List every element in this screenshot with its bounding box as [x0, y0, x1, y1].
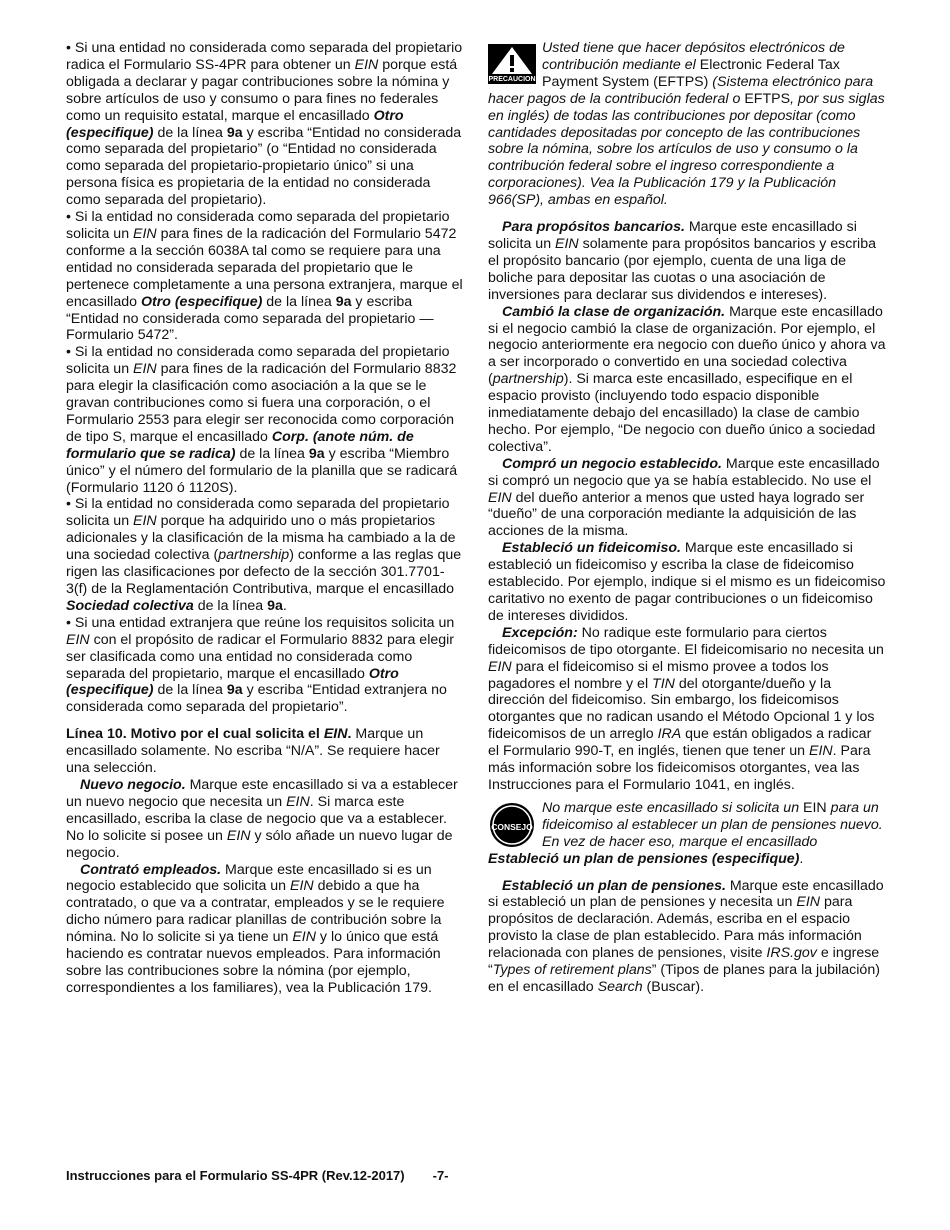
bullet-paragraph: • Si la entidad no considerada como separada del propietario solicita un EIN porque ha adquirido uno o más propietarios adicionales y la clasificación de la misma ha cambiado a la de una sociedad colectiva (partnership) conforme a las reglas que rigen las clasificaciones por defecto de la sección 301.7701-3(f) de la Reglamentación Contributiva, marque el encasillado Sociedad colectiva de la línea 9a. — [66, 496, 462, 614]
tip-text: No marque este encasillado si solicita un EIN para un fideicomiso al establecer un plan de pensiones nuevo. En vez de hacer eso, marque el encasillado Estableció un plan de pensiones (especifique). — [488, 799, 883, 867]
nuevo-negocio-paragraph: Nuevo negocio. Marque este encasillado si va a establecer un nuevo negocio que necesita un EIN. Si marca este encasillado, escriba la clase de negocio que va a establecer. No lo solicite si posee un EIN y sólo añade un nuevo lugar de negocio. — [66, 776, 458, 861]
tip-icon — [488, 802, 536, 848]
caution-label: PRECAUCION — [488, 76, 536, 83]
footer-title: Instrucciones para el Formulario SS-4PR (Rev.12-2017) — [66, 1168, 405, 1183]
bullet-paragraph: • Si la entidad no considerada como separada del propietario solicita un EIN para fines de la radicación del Formulario 5472 conforme a la sección 6038A tal como se requiere para una entidad no considerada separada del propietario que le pertenece completamente a una persona extranjera, marque el encasillado Otro (especifique) de la línea 9a y escriba “Entidad no considerada como separada del propietario —Formulario 5472”. — [66, 209, 463, 344]
caution-icon — [488, 44, 536, 84]
linea-10-paragraph: Línea 10. Motivo por el cual solicita el EIN. Marque un encasillado solamente. No escriba “N/A”. Se requiere hacer una selección. — [66, 726, 440, 777]
compro-negocio-paragraph: Compró un negocio establecido. Marque este encasillado si compró un negocio que ya se había establecido. No use el EIN del dueño anterior a menos que usted haya logrado ser “dueño” de una corporación mediante la adquisición de las acciones de la misma. — [488, 455, 880, 540]
caution-note — [488, 40, 886, 209]
page-footer — [66, 1168, 449, 1183]
left-column — [66, 40, 464, 997]
excepcion-paragraph: Excepción: No radique este formulario para ciertos fideicomisos de tipo otorgante. El fideicomisario no necesita un EIN para el fideicomiso si el mismo provee a todos los pagadores el nombre y el TIN del otorgante/dueño y la dirección del fideicomiso. Sin embargo, los fideicomisos otorgantes que no radican usando el Método Opcional 1 y los fideicomisos de un arreglo IRA que están obligados a radicar el Formulario 990-T, en inglés, tienen que tener un EIN. Para más información sobre los fideicomisos otorgantes, vea las Instrucciones para el Formulario 1041, en inglés. — [488, 624, 884, 793]
tip-note — [488, 800, 886, 868]
section-heading: Línea 10. Motivo por el cual solicita el EIN. — [66, 726, 352, 743]
bullet-paragraph: • Si una entidad extranjera que reúne los requisitos solicita un EIN con el propósito de radicar el Formulario 8832 para elegir ser clasificada como una entidad no considerada como separada del propietario, marque el encasillado Otro (especifique) de la línea 9a y escriba “Entidad extranjera no considerada como separada del propietario”. — [66, 614, 455, 716]
bancarios-paragraph: Para propósitos bancarios. Marque este encasillado si solicita un EIN solamente para propósitos bancarios y escriba el propósito bancario (por ejemplo, cuenta de una liga de boliche para depositar las cuotas o una asociación de inversiones para declarar sus dividendos e intereses). — [488, 219, 876, 303]
pensiones-paragraph: Estableció un plan de pensiones. Marque este encasillado si estableció un plan de pensiones y necesita un EIN para propósitos de declaración. Además, escriba en el espacio provisto la clase de plan establecido. Para más información relacionada con planes de pensiones, visite IRS.gov e ingrese “Types of retirement plans” (Tipos de planes para la jubilación) en el encasillado Search (Buscar). — [488, 877, 884, 995]
fideicomiso-paragraph: Estableció un fideicomiso. Marque este encasillado si estableció un fideicomiso y escriba la clase de fideicomiso establecido. Por ejemplo, indique si el mismo es un fideicomiso caritativo no exento de pagar contribuciones o un fideicomiso de intereses divididos. — [488, 540, 886, 624]
bullet-paragraph: • Si una entidad no considerada como separada del propietario radica el Formulario SS-4PR para obtener un EIN porque está obligada a declarar y pagar contribuciones sobre la nómina y sobre artículos de uso y consumo o para fines no federales como un requisito estatal, marque el encasillado Otro (especifique) de la línea 9a y escriba “Entidad no considerada como separada del propietario” (o “Entidad no considerada como separada del propietario-propietario único” si una persona física es propietaria de la entidad no considerada como separada del propietario). — [66, 40, 463, 209]
right-column — [488, 40, 886, 996]
contrato-empleados-paragraph: Contrató empleados. Marque este encasillado si es un negocio establecido que solicita un EIN debido a que ha contratado, o que va a contratar, empleados y se le requiere dicho número para radicar planillas de contribución sobre la nómina. No lo solicite si ya tiene un EIN y lo único que está haciendo es contratar nuevos empleados. Para información sobre las contribuciones sobre la nómina (por ejemplo, correspondientes a los familiares), vea la Publicación 179. — [66, 861, 445, 996]
cambio-organizacion-paragraph: Cambió la clase de organización. Marque este encasillado si el negocio cambió la clase de organización. Por ejemplo, el negocio anteriormente era negocio con dueño único y ahora va a ser incorporado o convertido en una sociedad colectiva (partnership). Si marca este encasillado, especifique en el espacio provisto (incluyendo todo espacio disponible inmediatamente debajo del encasillado) la clase de cambio hecho. Por ejemplo, “De negocio con dueño único a sociedad colectiva”. — [488, 303, 886, 455]
caution-text: Usted tiene que hacer depósitos electrónicos de contribución mediante el Electronic Federal Tax Payment System (EFTPS) (Sistema electrónico para hacer pagos de la contribución federal o EFTPS, por sus siglas en inglés) de todas las contribuciones por depositar (como cantidades depositadas por concepto de las contribuciones sobre la nómina, sobre los artículos de uso y consumo o la contribución federal sobre el ingreso correspondiente a corporaciones). Vea la Publicación 179 y la Publicación 966(SP), ambas en español. — [488, 40, 885, 209]
page-number: -7- — [432, 1168, 449, 1183]
tip-label: CONSEJO — [491, 821, 533, 832]
bullet-paragraph: • Si la entidad no considerada como separada del propietario solicita un EIN para fines de la radicación del Formulario 8832 para elegir la clasificación como asociación a la que se le gravan contribuciones como si fuera una corporación, o el Formulario 2553 para elegir ser reconocida como corporación de tipo S, marque el encasillado Corp. (anote núm. de formulario que se radica) de la línea 9a y escriba “Miembro único” y el número del formulario de la planilla que se radicará (Formulario 1120 ó 1120S). — [66, 344, 458, 496]
